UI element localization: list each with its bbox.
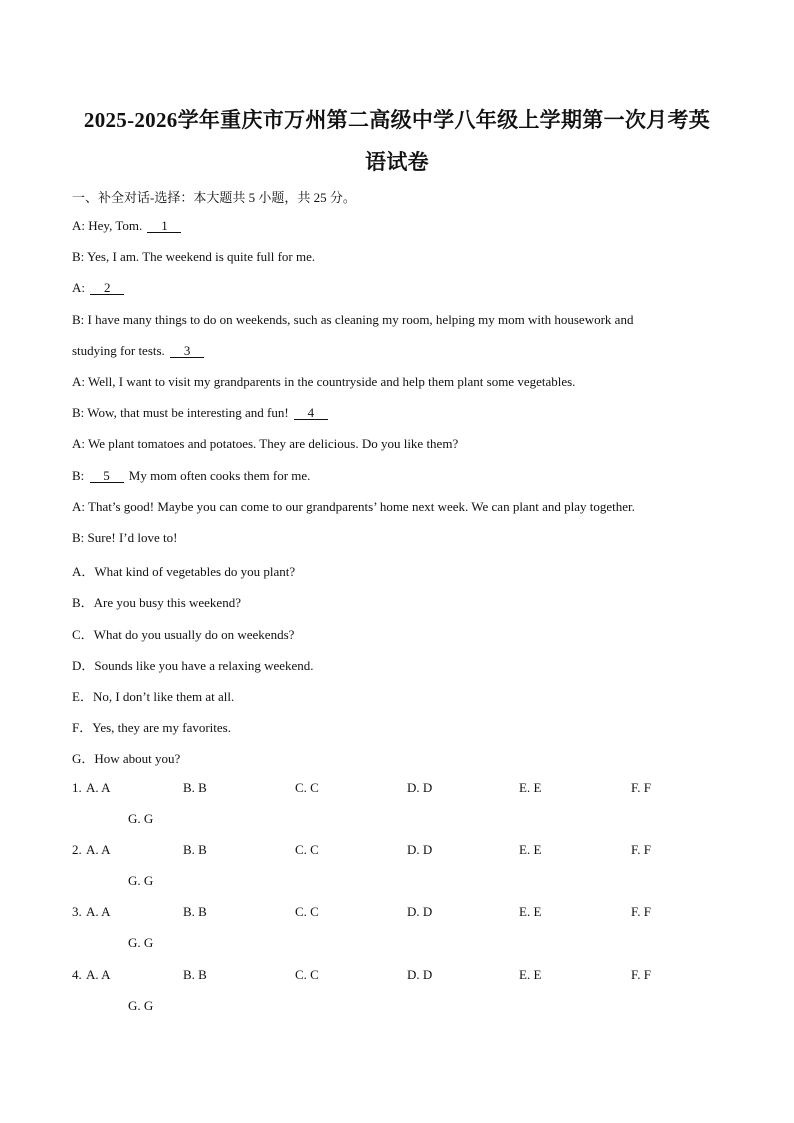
dialogue-line bbox=[72, 374, 575, 390]
answer-option[interactable]: C. C bbox=[295, 967, 319, 982]
question-number: 4. bbox=[72, 967, 82, 982]
question-row bbox=[72, 842, 732, 860]
dialogue-text: A: Hey, Tom. bbox=[72, 218, 146, 233]
answer-option[interactable]: C. C bbox=[295, 842, 319, 857]
answer-option[interactable]: C. C bbox=[295, 780, 319, 795]
answer-option[interactable]: F. F bbox=[631, 780, 651, 795]
answer-option[interactable]: G. G bbox=[128, 873, 154, 888]
question-row bbox=[72, 780, 732, 798]
answer-blank[interactable]: 2 bbox=[90, 282, 124, 295]
answer-blank[interactable]: 1 bbox=[147, 220, 181, 233]
answer-option[interactable]: B. B bbox=[183, 780, 207, 795]
answer-option[interactable]: D. D bbox=[407, 842, 433, 857]
page-title-line1: 2025-2026学年重庆市万州第二高级中学八年级上学期第一次月考英 bbox=[83, 108, 711, 132]
answer-option[interactable]: B. B bbox=[183, 904, 207, 919]
answer-option[interactable]: D. D bbox=[407, 780, 433, 795]
answer-option[interactable]: B. B bbox=[183, 967, 207, 982]
answer-option[interactable]: G. G bbox=[128, 935, 154, 950]
answer-option[interactable]: C. C bbox=[295, 904, 319, 919]
dialogue-line bbox=[72, 280, 126, 296]
section-heading: 一、补全对话-选择：本大题共 5 小题，共 25 分。 bbox=[72, 190, 356, 205]
dialogue-line bbox=[72, 343, 206, 359]
answer-blank[interactable]: 3 bbox=[170, 345, 204, 358]
answer-option[interactable]: F. F bbox=[631, 967, 651, 982]
answer-option[interactable]: E. E bbox=[519, 780, 542, 795]
question-row-continued bbox=[72, 935, 732, 953]
answer-option[interactable]: G. G bbox=[128, 998, 154, 1013]
dialogue-text: B: I have many things to do on weekends, such as cleaning my room, helping my mom with housework and bbox=[72, 312, 634, 327]
answer-blank[interactable]: 5 bbox=[90, 470, 124, 483]
choice-option: A．What kind of vegetables do you plant? bbox=[72, 564, 296, 579]
dialogue-line bbox=[72, 312, 633, 328]
question-row-continued bbox=[72, 811, 732, 829]
answer-option[interactable]: E. E bbox=[519, 904, 542, 919]
question-number: 3. bbox=[72, 904, 82, 919]
dialogue-line bbox=[72, 530, 177, 546]
dialogue-text: B: bbox=[72, 468, 88, 483]
answer-option[interactable]: E. E bbox=[519, 842, 542, 857]
question-row-continued bbox=[72, 873, 732, 891]
answer-option[interactable]: G. G bbox=[128, 811, 154, 826]
answer-option[interactable]: F. F bbox=[631, 904, 651, 919]
choice-option: C．What do you usually do on weekends? bbox=[72, 627, 295, 642]
answer-option[interactable]: E. E bbox=[519, 967, 542, 982]
choice-option: B．Are you busy this weekend? bbox=[72, 595, 241, 610]
dialogue-text: B: Sure! I’d love to! bbox=[72, 530, 178, 545]
dialogue-text: A: bbox=[72, 280, 89, 295]
question-row bbox=[72, 967, 732, 985]
choice-option: G．How about you? bbox=[72, 751, 181, 766]
answer-option[interactable]: D. D bbox=[407, 904, 433, 919]
answer-option[interactable]: A. A bbox=[86, 904, 111, 919]
answer-option[interactable]: A. A bbox=[86, 842, 111, 857]
dialogue-text: A: That’s good! Maybe you can come to our grandparents’ home next week. We can plant and play together. bbox=[72, 499, 635, 514]
dialogue-text: A: Well, I want to visit my grandparents in the countryside and help them plant some vegetables. bbox=[72, 374, 576, 389]
dialogue-line bbox=[72, 436, 458, 452]
dialogue-line bbox=[72, 218, 183, 234]
dialogue-text: A: We plant tomatoes and potatoes. They are delicious. Do you like them? bbox=[72, 436, 459, 451]
dialogue-line bbox=[72, 249, 315, 265]
dialogue-text: B: Wow, that must be interesting and fun! bbox=[72, 405, 292, 420]
answer-option[interactable]: F. F bbox=[631, 842, 651, 857]
answer-option[interactable]: A. A bbox=[86, 780, 111, 795]
dialogue-line bbox=[72, 405, 330, 421]
dialogue-line bbox=[72, 468, 310, 484]
question-number: 1. bbox=[72, 780, 82, 795]
choice-option: D．Sounds like you have a relaxing weekend. bbox=[72, 658, 314, 673]
answer-option[interactable]: D. D bbox=[407, 967, 433, 982]
answer-option[interactable]: B. B bbox=[183, 842, 207, 857]
dialogue-text: My mom often cooks them for me. bbox=[125, 468, 311, 483]
choice-option: E．No, I don’t like them at all. bbox=[72, 689, 235, 704]
choice-option: F．Yes, they are my favorites. bbox=[72, 720, 231, 735]
question-row bbox=[72, 904, 732, 922]
page-title-line2: 语试卷 bbox=[365, 150, 429, 174]
question-row-continued bbox=[72, 998, 732, 1016]
answer-option[interactable]: A. A bbox=[86, 967, 111, 982]
dialogue-text: studying for tests. bbox=[72, 343, 169, 358]
question-number: 2. bbox=[72, 842, 82, 857]
dialogue-line bbox=[72, 499, 635, 515]
dialogue-text: B: Yes, I am. The weekend is quite full for me. bbox=[72, 249, 316, 264]
answer-blank[interactable]: 4 bbox=[294, 407, 328, 420]
